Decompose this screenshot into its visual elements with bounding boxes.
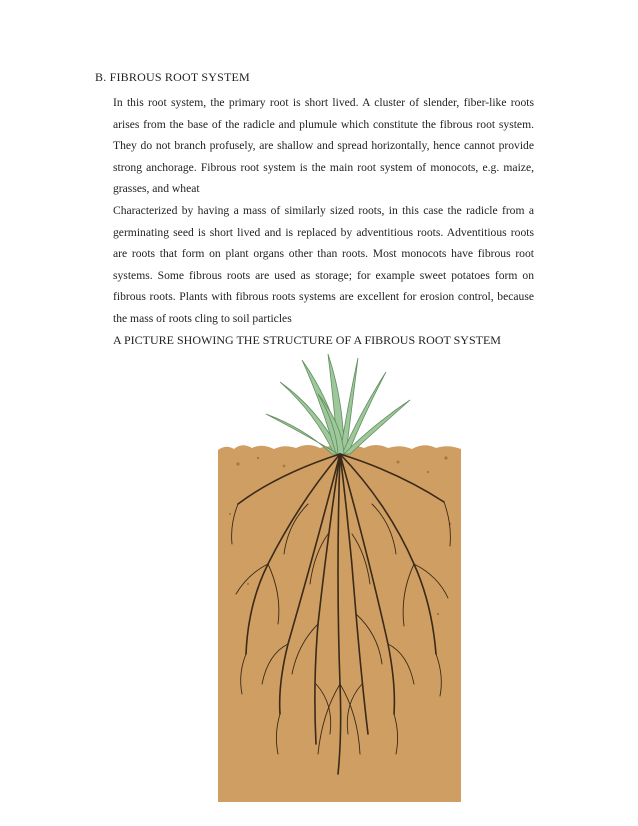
- fibrous-root-illustration: [218, 354, 461, 802]
- paragraph-1: In this root system, the primary root is short lived. A cluster of slender, fiber-like roots arises from the base of the radicle and plumule which constitute the fibrous root system. They do not branch profusely, are shallow and spread horizontally, hence cannot provide strong anchorage. Fibrous root system is the main root system of monocots, e.g. maize, grasses, and wheat: [113, 96, 534, 195]
- section-heading: B. FIBROUS ROOT SYSTEM: [95, 70, 250, 84]
- paragraph-2: Characterized by having a mass of similarly sized roots, in this case the radicle from a germinating seed is short lived and is replaced by adventitious roots. Adventitious roots are roots that form on plant organs other than roots. Most monocots have fibrous root systems. Some fibrous roots are used as storage; for example sweet potatoes form on fibrous roots. Plants with fibrous roots systems are excellent for erosion control, because the mass of roots cling to soil particles: [113, 204, 534, 325]
- figure-caption: A PICTURE SHOWING THE STRUCTURE OF A FIBROUS ROOT SYSTEM: [113, 333, 501, 347]
- grass-leaves: [266, 354, 410, 454]
